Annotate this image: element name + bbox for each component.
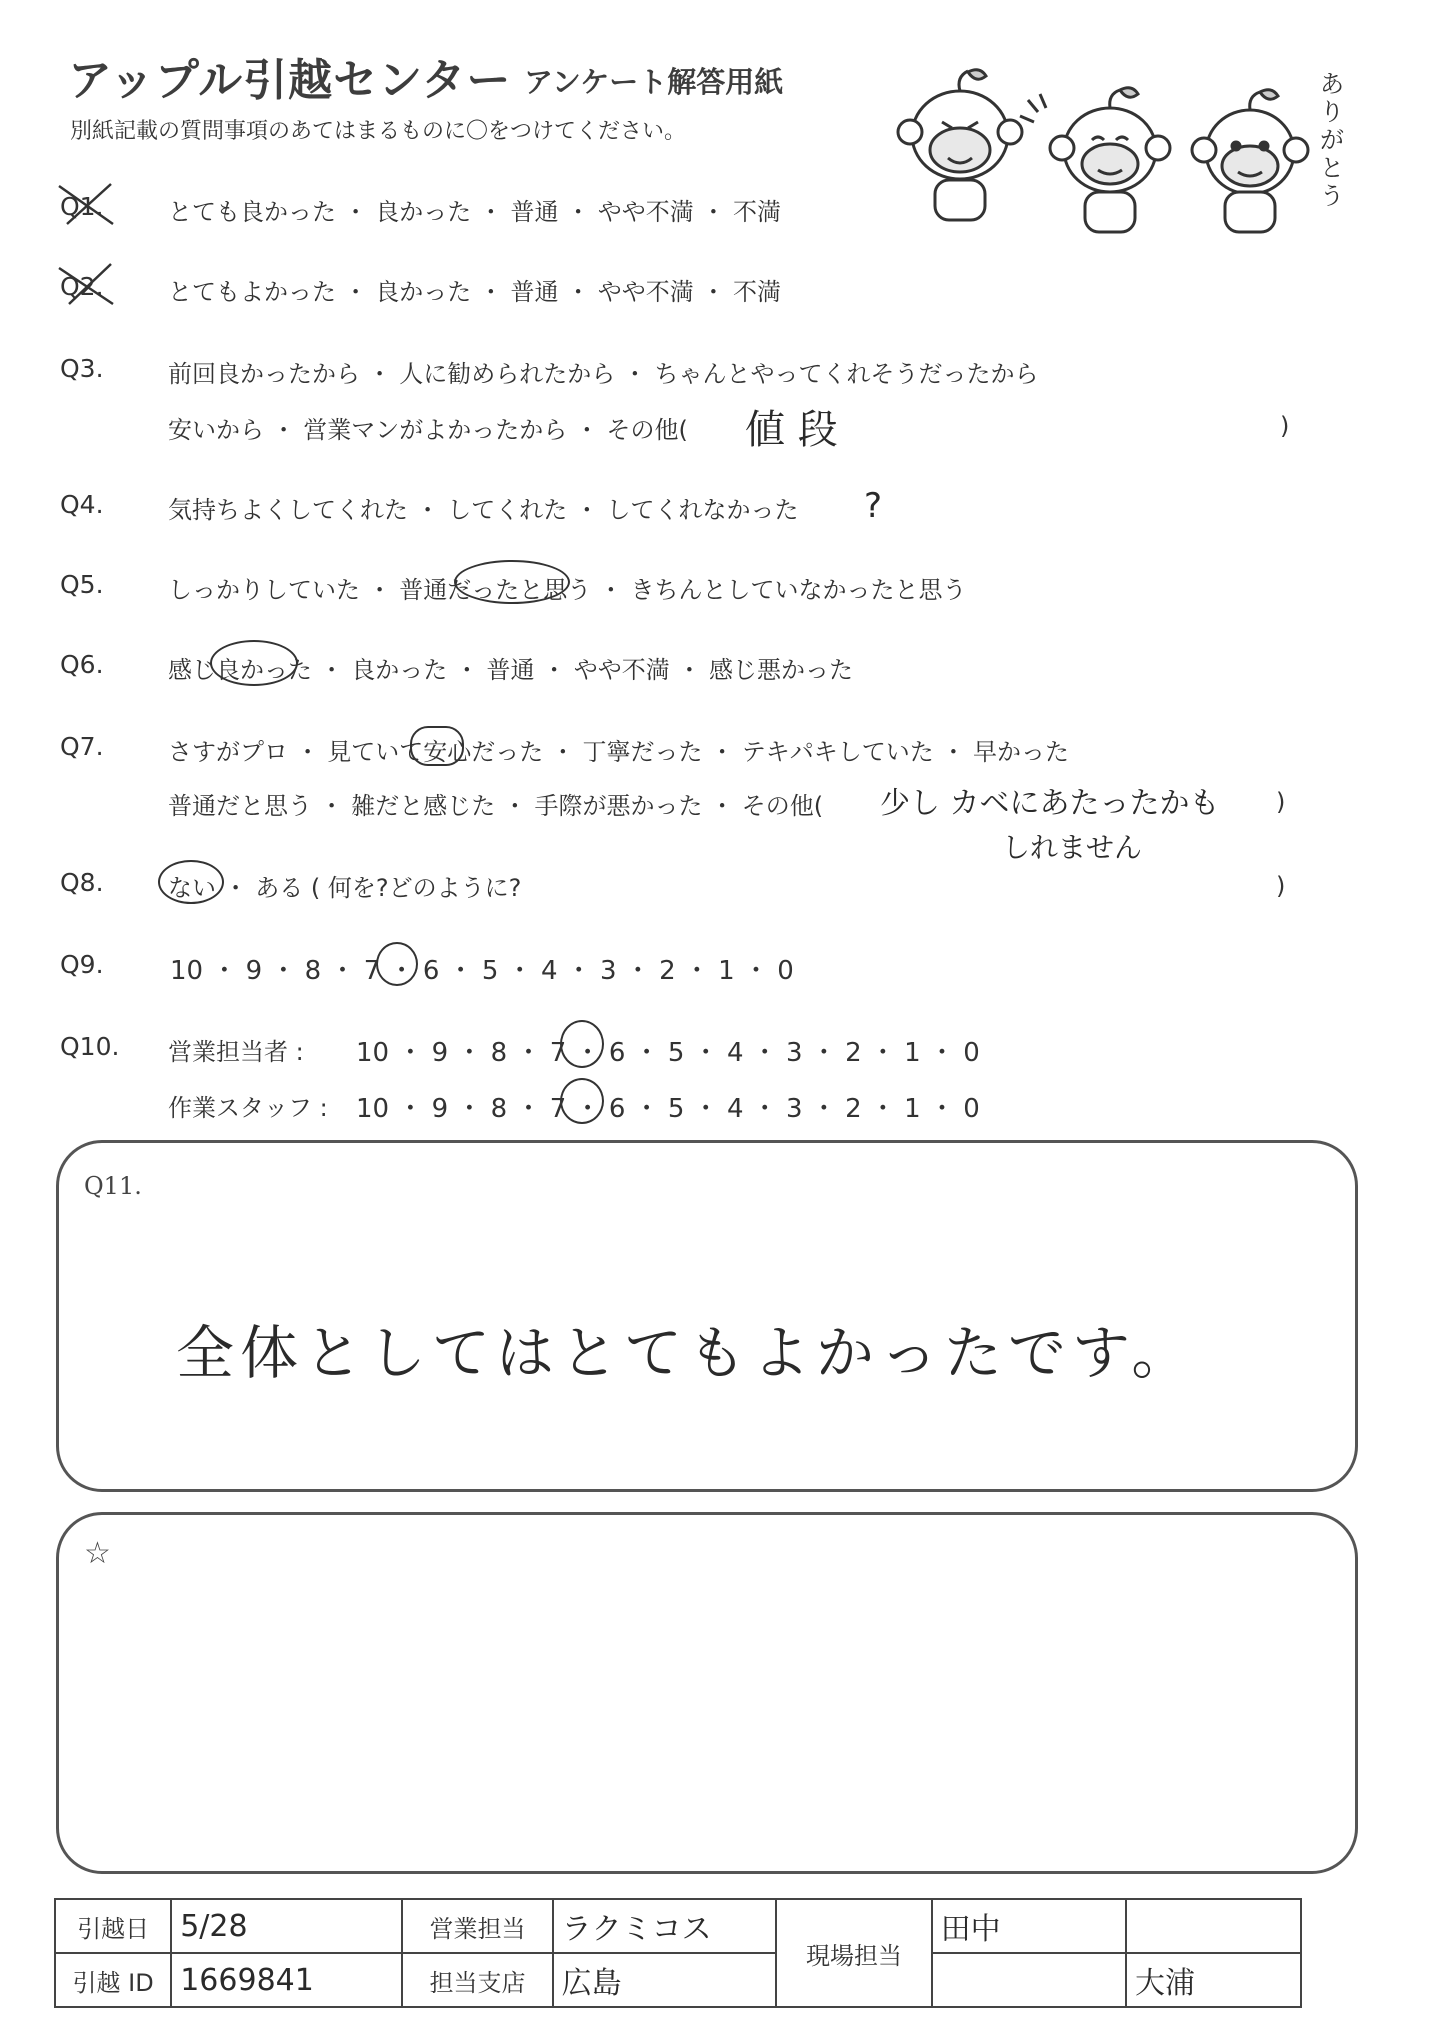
sales-rep-label: 営業担当 — [402, 1899, 552, 1953]
q2-strike-mark — [55, 260, 117, 308]
q8-selection-circle — [158, 860, 224, 904]
branch-value: 広島 — [553, 1953, 777, 2007]
q11-label: Q11. — [84, 1172, 142, 1200]
q9-selection-circle — [376, 942, 418, 986]
mascot-illustration — [880, 60, 1350, 240]
q10-sales-label: 営業担当者 : — [168, 1038, 304, 1066]
move-id-label: 引越 ID — [55, 1953, 171, 2007]
star-label: ☆ — [84, 1536, 111, 1571]
site-rep-blank-bottom — [932, 1953, 1126, 2007]
move-date-label: 引越日 — [55, 1899, 171, 1953]
site-rep-label: 現場担当 — [776, 1899, 931, 2007]
q1-label: Q1. — [60, 192, 104, 221]
q10-staff-options[interactable]: 10 ・ 9 ・ 8 ・ 7 ・ 6 ・ 5 ・ 4 ・ 3 ・ 2 ・ 1 ・ 0 — [356, 1094, 980, 1124]
q8-label: Q8. — [60, 868, 104, 897]
q7-close-paren: ) — [1276, 788, 1286, 816]
branch-label: 担当支店 — [402, 1953, 552, 2007]
q8-options[interactable]: ない ・ ある ( 何を?どのように? — [168, 874, 522, 902]
q3-handwritten-answer: 値 段 — [745, 407, 838, 453]
q7-label: Q7. — [60, 732, 104, 761]
q2-label: Q2. — [60, 272, 104, 301]
q6-options[interactable]: 感じ良かった ・ 良かった ・ 普通 ・ やや不満 ・ 感じ悪かった — [168, 656, 854, 684]
q6-label: Q6. — [60, 650, 104, 679]
q3-options-line1[interactable]: 前回良かったから ・ 人に勧められたから ・ ちゃんとやってくれそうだったから — [168, 360, 1039, 388]
q3-label: Q3. — [60, 354, 104, 383]
q9-options[interactable]: 10 ・ 9 ・ 8 ・ 7 ・ 6 ・ 5 ・ 4 ・ 3 ・ 2 ・ 1 ・ 0 — [170, 956, 794, 986]
q4-handwritten-mark: ? — [864, 486, 883, 526]
mascot-monkey-right — [1192, 90, 1308, 232]
q4-label: Q4. — [60, 490, 104, 519]
q1-options[interactable]: とても良かった ・ 良かった ・ 普通 ・ やや不満 ・ 不満 — [168, 198, 782, 226]
q11-handwritten-comment: 全体としてはとてもよかったです。 — [176, 1319, 1196, 1387]
mascot-monkey-center — [1020, 88, 1170, 232]
q7-options-line2[interactable]: 普通だと思う ・ 雑だと感じた ・ 手際が悪かった ・ その他( — [168, 792, 824, 820]
q5-options[interactable]: しっかりしていた ・ 普通だったと思う ・ きちんとしていなかったと思う — [168, 576, 967, 604]
move-id-value: 1669841 — [171, 1953, 402, 2007]
star-comment-box[interactable] — [56, 1512, 1358, 1874]
q5-selection-circle — [454, 560, 570, 604]
site-rep-blank-top — [1126, 1899, 1301, 1953]
brand-title: アップル引越センター — [68, 55, 512, 106]
sales-rep-value: ラクミコス — [553, 1899, 777, 1953]
footer-info-table — [54, 1898, 1302, 2008]
q10-sales-selection-circle — [560, 1020, 604, 1068]
q5-label: Q5. — [60, 570, 104, 599]
q2-options[interactable]: とてもよかった ・ 良かった ・ 普通 ・ やや不満 ・ 不満 — [168, 278, 782, 306]
instructions: 別紙記載の質問事項のあてはまるものに〇をつけてください。 — [70, 119, 687, 144]
thanks-text: ありがとう — [1320, 70, 1344, 210]
move-date-value: 5/28 — [171, 1899, 402, 1953]
q7-handwritten-line1: 少し カベにあたったかも — [880, 786, 1220, 821]
q1-strike-mark — [55, 180, 117, 228]
q6-selection-circle — [210, 640, 298, 686]
q3-options-line2[interactable]: 安いから ・ 営業マンがよかったから ・ その他( — [168, 416, 688, 444]
q10-staff-label: 作業スタッフ : — [168, 1094, 328, 1122]
q7-handwritten-line2: しれません — [1002, 831, 1143, 864]
q10-label: Q10. — [60, 1032, 120, 1061]
q10-staff-selection-circle — [560, 1078, 604, 1124]
q7-selection-circle — [410, 726, 464, 766]
site-rep-value-1: 田中 — [932, 1899, 1126, 1953]
q10-sales-options[interactable]: 10 ・ 9 ・ 8 ・ 7 ・ 6 ・ 5 ・ 4 ・ 3 ・ 2 ・ 1 ・ 0 — [356, 1038, 980, 1068]
q9-label: Q9. — [60, 950, 104, 979]
site-rep-value-2: 大浦 — [1126, 1953, 1301, 2007]
q8-close-paren: ) — [1276, 872, 1286, 900]
q7-options-line1[interactable]: さすがプロ ・ 見ていて安心だった ・ 丁寧だった ・ テキパキしていた ・ 早かった — [168, 738, 1070, 766]
q3-close-paren: ) — [1280, 412, 1290, 440]
q4-options[interactable]: 気持ちよくしてくれた ・ してくれた ・ してくれなかった — [168, 496, 799, 524]
mascot-monkey-left — [898, 70, 1022, 220]
sheet-title: アンケート解答用紙 — [524, 65, 784, 99]
